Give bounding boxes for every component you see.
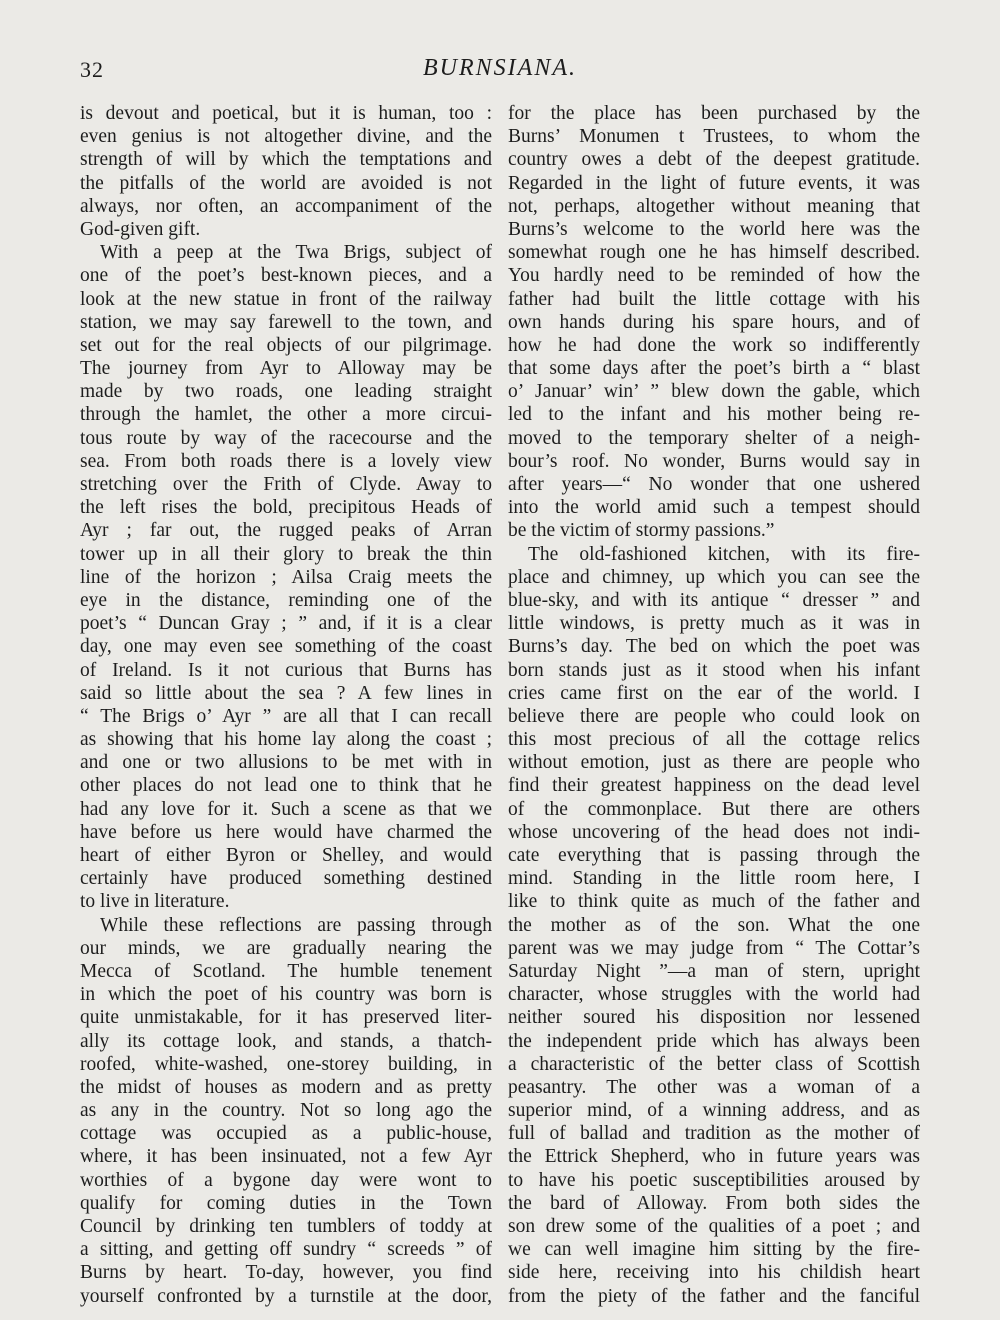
text-line: ally its cottage look, and stands, a thatch- [80,1030,492,1052]
text-line: superior mind, of a winning address, and as [508,1100,920,1122]
text-line: born stands just as it stood when his infant [508,659,920,681]
text-line: peasantry. The other was a woman of a [508,1076,920,1098]
text-line: Ayr ; far out, the rugged peaks of Arran [80,520,492,542]
text-line: said so little about the sea ? A few lines in [80,682,492,704]
text-line: country owes a debt of the deepest gratitude. [508,149,920,171]
text-line: where, it has been insinuated, not a few Ayr [80,1146,492,1168]
text-line: through the hamlet, the other a more circui- [80,404,492,426]
text-line: son drew some of the qualities of a poet ; and [508,1216,920,1237]
text-line: tower up in all their glory to break the thin [80,543,492,565]
text-line: line of the horizon ; Ailsa Craig meets the [80,566,492,588]
text-line: had any love for it. Such a scene as that we [80,798,492,820]
text-line: o’ Januar’ win’ ” blew down the gable, which [508,381,920,403]
text-line: station, we may say farewell to the town, and [80,311,492,333]
text-line: strength of will by which the temptations and [80,149,492,171]
text-line: Mecca of Scotland. The humble tenement [80,960,492,982]
text-line: as showing that his home lay along the coast ; [80,729,492,751]
text-line: somewhat rough one he has himself described. [508,242,920,264]
text-line: qualify for coming duties in the Town [80,1192,492,1214]
text-line: cries came first on the ear of the world. I [508,682,920,704]
text-line: Burns’s day. The bed on which the poet was [508,636,920,658]
text-line: like to think quite as much of the father and [508,891,920,913]
text-line: to live in literature. [80,891,230,913]
text-line: quite unmistakable, for it has preserved liter- [80,1007,492,1029]
text-line: “ The Brigs o’ Ayr ” are all that I can recall [80,705,492,727]
text-line: find their greatest happiness on the dead level [508,775,920,797]
text-line: led to the infant and his mother being re- [508,404,920,426]
text-line: worthies of a bygone day were wont to [80,1169,492,1191]
text-line: heart of either Byron or Shelley, and would [80,845,492,866]
text-line: even genius is not altogether divine, and the [80,126,492,148]
text-line: parent was we may judge from “ The Cottar’s [508,937,920,959]
text-line: moved to the temporary shelter of a neigh- [508,427,920,449]
text-line: The journey from Ayr to Alloway may be [80,358,492,380]
text-line: character, whose struggles with the world had [508,984,920,1006]
text-line: this most precious of all the cottage relics [508,729,920,751]
text-line: whose uncovering of the head does not indi- [508,821,920,843]
text-line: into the world amid such a tempest should [508,497,920,519]
text-line: always, nor often, an accompaniment of the [80,195,492,217]
right-text-column [508,102,920,1308]
text-line: Council by drinking ten tumblers of toddy at [80,1216,492,1237]
text-line: in which the poet of his country was born is [80,984,492,1006]
text-line: without emotion, just as there are people who [508,752,920,774]
text-line: tous route by way of the racecourse and the [80,427,492,449]
text-line: While these reflections are passing through [100,914,492,936]
text-line: one of the poet’s best-known pieces, and a [80,265,492,287]
text-line: eye in the distance, reminding one of the [80,589,492,611]
text-line: roofed, white-washed, one-storey building, in [80,1053,492,1075]
text-line: day, one may even see something of the coast [80,636,492,658]
text-line: The old-fashioned kitchen, with its fire- [528,543,920,565]
text-line: be the victim of stormy passions.” [508,520,775,542]
text-line: look at the new statue in front of the railway [80,288,492,310]
text-line: the mother as of the son. What the one [508,914,920,936]
text-line: believe there are people who could look on [508,705,920,727]
text-line: the left rises the bold, precipitous Heads of [80,497,492,519]
running-title: BURNSIANA. [423,55,577,81]
text-line: set out for the real objects of our pilgrimage. [80,334,492,356]
text-line: side here, receiving into his childish heart [508,1262,920,1284]
text-line: Burns by heart. To-day, however, you find [80,1262,492,1284]
text-line: mind. Standing in the little room here, I [508,868,920,890]
text-line: Regarded in the light of future events, it was [508,172,920,194]
text-line: full of ballad and tradition as the mother of [508,1123,920,1145]
text-line: and one or two allusions to be met with in [80,752,492,774]
text-line: not, perhaps, altogether without meaning that [508,195,920,217]
text-line: cate everything that is passing through the [508,845,920,866]
left-text-column [80,102,492,1308]
text-line: a characteristic of the better class of Scottish [508,1053,920,1075]
text-line: little windows, is pretty much as it was in [508,613,920,635]
text-line: is devout and poetical, but it is human, too : [80,103,492,124]
text-line: Burns’ Monumen t Trustees, to whom the [508,126,920,148]
text-line: have before us here would have charmed the [80,821,492,843]
text-line: that some days after the poet’s birth a “ blast [508,358,920,380]
text-line: a sitting, and getting off sundry “ screeds ” of [80,1239,492,1261]
text-line: of the commonplace. But there are others [508,798,920,820]
text-line: as any in the country. Not so long ago the [80,1100,492,1122]
text-line: after years—“ No wonder that one ushered [508,474,920,495]
text-line: the Ettrick Shepherd, who in future years was [508,1146,920,1168]
text-line: how he had done the work so indifferently [508,334,920,356]
text-line: of Ireland. Is it not curious that Burns has [80,659,492,681]
text-line: poet’s “ Duncan Gray ; ” and, if it is a clear [80,613,492,635]
text-line: the independent pride which has always been [508,1030,920,1052]
text-line: neither soured his disposition nor lessened [508,1007,920,1029]
text-line: other places do not lead one to think that he [80,775,492,797]
text-line: Saturday Night ”—a man of stern, upright [508,960,920,982]
text-line: the midst of houses as modern and as pretty [80,1076,492,1098]
text-line: father had built the little cottage with his [508,288,920,310]
text-line: With a peep at the Twa Brigs, subject of [100,242,492,264]
text-line: You hardly need to be reminded of how the [508,265,920,287]
text-line: from the piety of the father and the fanciful [508,1285,920,1307]
text-line: our minds, we are gradually nearing the [80,937,492,959]
text-line: we can well imagine him sitting by the fire- [508,1239,920,1261]
page-number: 32 [80,57,104,82]
text-line: place and chimney, up which you can see the [508,566,920,588]
text-line: own hands during his spare hours, and of [508,311,920,333]
text-line: the pitfalls of the world are avoided is not [80,172,492,194]
text-line: the bard of Alloway. From both sides the [508,1192,920,1214]
text-line: bour’s roof. No wonder, Burns would say in [508,450,920,472]
text-line: yourself confronted by a turnstile at the door, [80,1285,492,1307]
text-line: made by two roads, one leading straight [80,381,492,403]
page-header [80,52,920,92]
text-line: stretching over the Frith of Clyde. Away to [80,474,492,495]
text-line: to have his poetic susceptibilities aroused by [508,1169,920,1191]
text-line: sea. From both roads there is a lovely view [80,450,492,472]
text-line: for the place has been purchased by the [508,103,920,124]
text-line: blue-sky, and with its antique “ dresser ” and [508,589,920,611]
text-line: cottage was occupied as a public-house, [80,1123,492,1145]
text-line: Burns’s welcome to the world here was the [508,218,920,240]
text-line: certainly have produced something destined [80,868,492,890]
text-line: God-given gift. [80,218,201,240]
